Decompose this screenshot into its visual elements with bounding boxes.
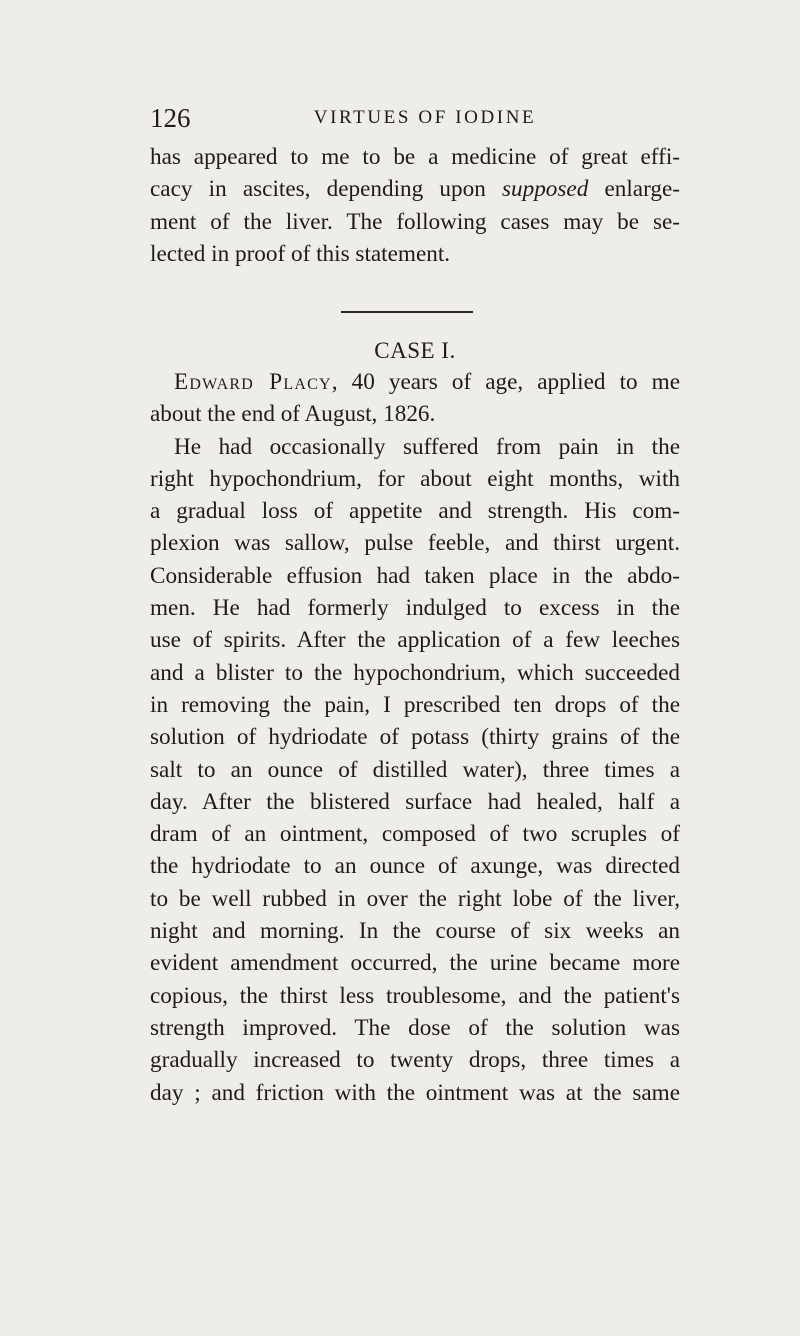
text-line: copious, the thirst less troublesome, and the patient's xyxy=(150,982,680,1009)
section-divider xyxy=(341,311,473,313)
text-line: evident amendment occurred, the urine became more xyxy=(150,950,680,977)
text-line: strength improved. The dose of the solution was xyxy=(150,1014,680,1041)
text-run: , 40 years of age, applied to me xyxy=(331,369,680,395)
text-line: about the end of August, 1826. xyxy=(150,401,436,428)
text-line: solution of hydriodate of potass (thirty grains of the xyxy=(150,724,680,751)
text-line xyxy=(150,366,680,398)
text-line: the hydriodate to an ounce of axunge, was directed xyxy=(150,853,680,880)
text-line: ment of the liver. The following cases may be se- xyxy=(150,208,680,235)
case-heading: CASE I. xyxy=(374,338,456,363)
text-line: dram of an ointment, composed of two scruples of xyxy=(150,821,680,848)
text-line: in removing the pain, I prescribed ten drops of the xyxy=(150,691,680,718)
text-line: night and morning. In the course of six weeks an xyxy=(150,918,680,945)
text-line: men. He had formerly indulged to excess in the xyxy=(150,595,680,622)
text-line: day. After the blistered surface had healed, half a xyxy=(150,788,680,815)
patient-name: Edward Placy xyxy=(174,369,332,395)
emphasis-text: supposed xyxy=(501,176,589,203)
case-paragraph xyxy=(150,366,680,1109)
text-line: use of spirits. After the application of a few leeches xyxy=(150,627,680,654)
text-line xyxy=(150,173,680,205)
text-line: and a blister to the hypochondrium, which succeeded xyxy=(150,659,680,686)
text-line: to be well rubbed in over the right lobe of the liver, xyxy=(150,885,680,912)
text-line: right hypochondrium, for about eight months, with xyxy=(150,465,680,492)
text-line: has appeared to me to be a medicine of great effi- xyxy=(150,144,680,170)
page-number: 126 xyxy=(150,103,191,133)
text-line: a gradual loss of appetite and strength. His com- xyxy=(150,498,680,525)
intro-paragraph xyxy=(150,141,680,270)
text-line: He had occasionally suffered from pain in the xyxy=(174,433,680,460)
text-line: gradually increased to twenty drops, three times a xyxy=(150,1047,680,1074)
running-title: VIRTUES OF IODINE xyxy=(313,107,537,128)
text-line: plexion was sallow, pulse feeble, and thirst urgent. xyxy=(150,530,680,557)
text-line: salt to an ounce of distilled water), three times a xyxy=(150,756,680,783)
text-line: Considerable effusion had taken place in the abdo- xyxy=(150,562,680,589)
text-run: enlarge- xyxy=(588,176,681,203)
text-line: lected in proof of this statement. xyxy=(150,240,451,267)
text-line: day ; and friction with the ointment was at the same xyxy=(150,1079,680,1106)
running-head xyxy=(150,98,680,138)
text-run: cacy in ascites, depending upon xyxy=(150,176,502,203)
